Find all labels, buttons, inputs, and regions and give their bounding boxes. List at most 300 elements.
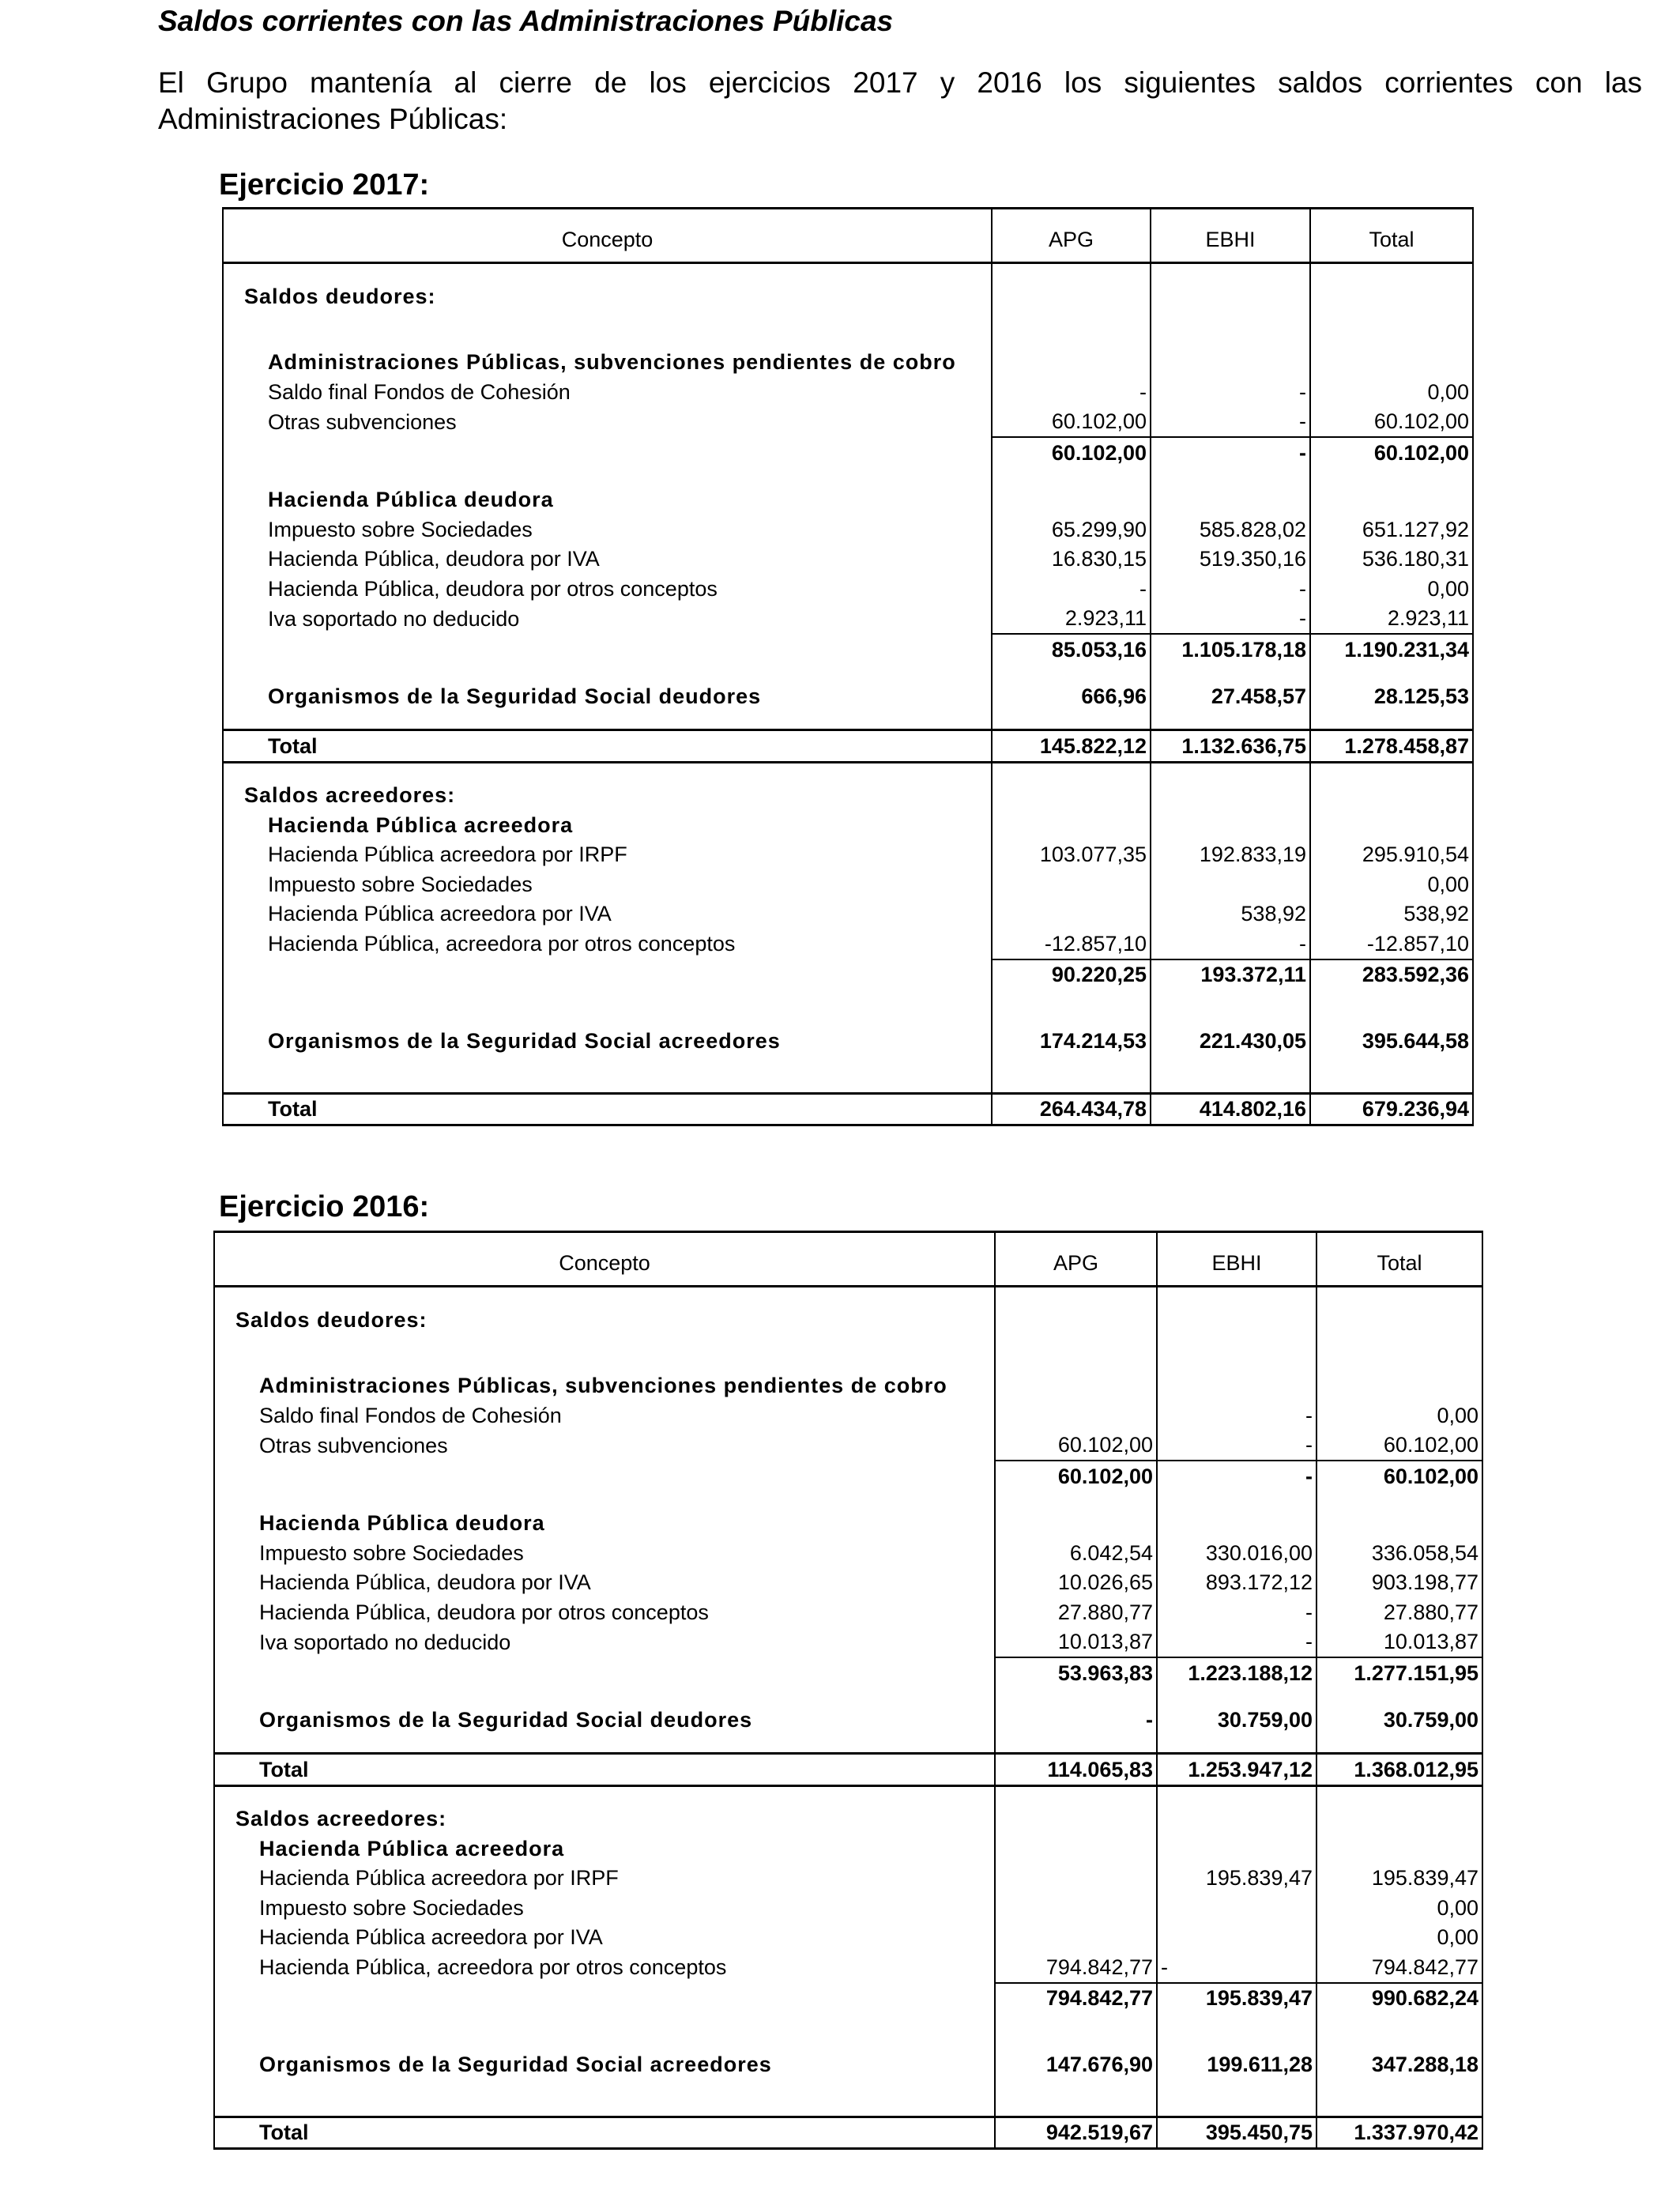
empty-cell bbox=[992, 990, 1151, 1026]
group-label: Administraciones Públicas, subvenciones pendientes de cobro bbox=[223, 348, 992, 378]
ebhi-cell: 1.132.636,75 bbox=[1151, 730, 1310, 763]
total-cell: 347.288,18 bbox=[1317, 2049, 1482, 2079]
empty-cell bbox=[223, 1056, 992, 1094]
total-cell: 0,00 bbox=[1317, 1400, 1482, 1431]
total-cell: 195.839,47 bbox=[1317, 1864, 1482, 1894]
section-row bbox=[223, 281, 1473, 311]
apg-cell: - bbox=[992, 377, 1151, 407]
table-2016-title: Ejercicio 2016: bbox=[219, 1190, 430, 1223]
concepto-cell: Hacienda Pública acreedora por IVA bbox=[214, 1923, 995, 1953]
empty-cell bbox=[1157, 1305, 1317, 1335]
empty-cell bbox=[1317, 1491, 1482, 1509]
ebhi-cell: - bbox=[1157, 1597, 1317, 1627]
empty-cell bbox=[1151, 762, 1310, 781]
spacer-row bbox=[223, 263, 1473, 282]
group-total-row bbox=[223, 1026, 1473, 1056]
empty-cell bbox=[995, 1305, 1157, 1335]
spacer-row bbox=[214, 1785, 1482, 1804]
empty-cell bbox=[214, 1335, 995, 1371]
section-row bbox=[223, 781, 1473, 811]
spacer-row bbox=[223, 762, 1473, 781]
concepto-cell: Organismos de la Seguridad Social deudores bbox=[223, 682, 992, 712]
total-cell: 538,92 bbox=[1310, 899, 1473, 929]
empty-cell bbox=[1151, 781, 1310, 811]
empty-cell bbox=[1157, 1804, 1317, 1834]
spacer-row bbox=[223, 311, 1473, 348]
empty-cell bbox=[995, 1371, 1157, 1401]
concepto-cell: Impuesto sobre Sociedades bbox=[223, 869, 992, 899]
total-cell: 0,00 bbox=[1310, 377, 1473, 407]
total-cell: 1.278.458,87 bbox=[1310, 730, 1473, 763]
concepto-cell: Organismos de la Seguridad Social acreedores bbox=[223, 1026, 992, 1056]
spacer-row bbox=[214, 1735, 1482, 1754]
total-cell: 295.910,54 bbox=[1310, 840, 1473, 870]
empty-cell bbox=[1151, 485, 1310, 515]
apg-cell: - bbox=[992, 574, 1151, 604]
empty-cell bbox=[223, 990, 992, 1026]
total-cell: 28.125,53 bbox=[1310, 682, 1473, 712]
apg-cell: 10.013,87 bbox=[995, 1627, 1157, 1658]
group-row bbox=[223, 810, 1473, 840]
section-heading: Saldos corrientes con las Administraciones Públicas bbox=[158, 5, 894, 37]
empty-cell bbox=[992, 665, 1151, 682]
empty-cell bbox=[214, 1491, 995, 1509]
column-header-total: Total bbox=[1317, 1232, 1482, 1287]
empty-cell bbox=[992, 1056, 1151, 1094]
empty-cell bbox=[1317, 1287, 1482, 1306]
empty-cell bbox=[1317, 1785, 1482, 1804]
spacer-row bbox=[214, 1335, 1482, 1371]
item-row bbox=[223, 574, 1473, 604]
group-label: Hacienda Pública acreedora bbox=[223, 810, 992, 840]
section-row bbox=[214, 1305, 1482, 1335]
ebhi-cell: - bbox=[1151, 929, 1310, 959]
group-label: Hacienda Pública deudora bbox=[223, 485, 992, 515]
total-cell: 60.102,00 bbox=[1317, 1461, 1482, 1491]
ebhi-cell: 519.350,16 bbox=[1151, 545, 1310, 575]
concepto-cell: Hacienda Pública, acreedora por otros conceptos bbox=[223, 929, 992, 959]
total-cell: 1.190.231,34 bbox=[1310, 634, 1473, 665]
empty-cell bbox=[214, 2079, 995, 2117]
section-label: Saldos deudores: bbox=[223, 281, 992, 311]
empty-cell bbox=[992, 348, 1151, 378]
apg-cell bbox=[995, 1923, 1157, 1953]
empty-cell bbox=[995, 1785, 1157, 1804]
subtotal-row bbox=[214, 1461, 1482, 1491]
apg-cell: 794.842,77 bbox=[995, 1952, 1157, 1983]
empty-cell bbox=[1157, 1509, 1317, 1539]
group-total-row bbox=[223, 682, 1473, 712]
apg-cell: 2.923,11 bbox=[992, 604, 1151, 635]
empty-cell bbox=[995, 1491, 1157, 1509]
ebhi-cell: 30.759,00 bbox=[1157, 1706, 1317, 1736]
empty-cell bbox=[1310, 263, 1473, 282]
empty-cell bbox=[1317, 2013, 1482, 2049]
apg-cell: 60.102,00 bbox=[995, 1461, 1157, 1491]
ebhi-cell: 199.611,28 bbox=[1157, 2049, 1317, 2079]
empty-cell bbox=[1317, 1509, 1482, 1539]
empty-cell bbox=[223, 263, 992, 282]
empty-cell bbox=[1317, 1804, 1482, 1834]
ebhi-cell: - bbox=[1157, 1431, 1317, 1461]
empty-cell bbox=[1310, 781, 1473, 811]
empty-cell bbox=[1317, 1335, 1482, 1371]
concepto-cell: Total bbox=[214, 1754, 995, 1786]
empty-cell bbox=[214, 2013, 995, 2049]
balances-table-2017 bbox=[222, 207, 1474, 1126]
empty-cell bbox=[1151, 1056, 1310, 1094]
concepto-cell: Hacienda Pública acreedora por IRPF bbox=[214, 1864, 995, 1894]
apg-cell bbox=[995, 1893, 1157, 1923]
concepto-cell: Hacienda Pública, deudora por otros conceptos bbox=[214, 1597, 995, 1627]
concepto-cell: Total bbox=[223, 730, 992, 763]
concepto-cell: Total bbox=[214, 2117, 995, 2149]
empty-cell bbox=[223, 665, 992, 682]
section-label: Saldos acreedores: bbox=[214, 1804, 995, 1834]
empty-cell bbox=[1157, 1335, 1317, 1371]
group-row bbox=[223, 348, 1473, 378]
total-cell: 60.102,00 bbox=[1317, 1431, 1482, 1461]
total-cell: 794.842,77 bbox=[1317, 1952, 1482, 1983]
concepto-cell bbox=[214, 1657, 995, 1688]
column-header-concepto: Concepto bbox=[223, 209, 992, 263]
ebhi-cell: 27.458,57 bbox=[1151, 682, 1310, 712]
total-cell: 0,00 bbox=[1317, 1923, 1482, 1953]
concepto-cell: Organismos de la Seguridad Social acreedores bbox=[214, 2049, 995, 2079]
section-row bbox=[214, 1804, 1482, 1834]
empty-cell bbox=[1151, 468, 1310, 485]
empty-cell bbox=[992, 281, 1151, 311]
total-cell: 0,00 bbox=[1310, 574, 1473, 604]
group-total-row bbox=[214, 2049, 1482, 2079]
item-row bbox=[214, 1923, 1482, 1953]
empty-cell bbox=[1310, 348, 1473, 378]
group-label: Hacienda Pública acreedora bbox=[214, 1834, 995, 1864]
empty-cell bbox=[995, 2013, 1157, 2049]
empty-cell bbox=[223, 762, 992, 781]
item-row bbox=[223, 869, 1473, 899]
subtotal-row bbox=[223, 959, 1473, 990]
concepto-cell: Hacienda Pública, deudora por otros conceptos bbox=[223, 574, 992, 604]
concepto-cell: Impuesto sobre Sociedades bbox=[214, 1893, 995, 1923]
empty-cell bbox=[992, 810, 1151, 840]
empty-cell bbox=[1157, 1491, 1317, 1509]
empty-cell bbox=[995, 1804, 1157, 1834]
concepto-cell bbox=[214, 1461, 995, 1491]
empty-cell bbox=[1310, 485, 1473, 515]
total-cell: 283.592,36 bbox=[1310, 959, 1473, 990]
concepto-cell: Hacienda Pública acreedora por IRPF bbox=[223, 840, 992, 870]
ebhi-cell: 221.430,05 bbox=[1151, 1026, 1310, 1056]
ebhi-cell: 1.223.188,12 bbox=[1157, 1657, 1317, 1688]
total-cell: 336.058,54 bbox=[1317, 1538, 1482, 1568]
empty-cell bbox=[1317, 1834, 1482, 1864]
concepto-cell: Hacienda Pública, acreedora por otros conceptos bbox=[214, 1952, 995, 1983]
spacer-row bbox=[214, 2013, 1482, 2049]
spacer-row bbox=[223, 468, 1473, 485]
empty-cell bbox=[1151, 810, 1310, 840]
ebhi-cell: 538,92 bbox=[1151, 899, 1310, 929]
group-row bbox=[214, 1509, 1482, 1539]
item-row bbox=[223, 899, 1473, 929]
empty-cell bbox=[995, 1509, 1157, 1539]
apg-cell: 27.880,77 bbox=[995, 1597, 1157, 1627]
concepto-cell: Organismos de la Seguridad Social deudores bbox=[214, 1706, 995, 1736]
concepto-cell: Impuesto sobre Sociedades bbox=[214, 1538, 995, 1568]
apg-cell bbox=[992, 899, 1151, 929]
subtotal-row bbox=[223, 634, 1473, 665]
empty-cell bbox=[1310, 711, 1473, 730]
concepto-cell: Hacienda Pública, deudora por IVA bbox=[214, 1568, 995, 1598]
total-cell: 60.102,00 bbox=[1310, 407, 1473, 438]
apg-cell: 60.102,00 bbox=[992, 437, 1151, 468]
empty-cell bbox=[995, 1688, 1157, 1706]
empty-cell bbox=[995, 2079, 1157, 2117]
empty-cell bbox=[1157, 1688, 1317, 1706]
concepto-cell bbox=[223, 437, 992, 468]
balances-table-2016 bbox=[213, 1231, 1483, 2150]
empty-cell bbox=[1157, 1735, 1317, 1754]
item-row bbox=[214, 1597, 1482, 1627]
apg-cell: - bbox=[995, 1706, 1157, 1736]
empty-cell bbox=[214, 1287, 995, 1306]
section-label: Saldos acreedores: bbox=[223, 781, 992, 811]
total-cell: 1.337.970,42 bbox=[1317, 2117, 1482, 2149]
empty-cell bbox=[1151, 311, 1310, 348]
group-label: Administraciones Públicas, subvenciones pendientes de cobro bbox=[214, 1371, 995, 1401]
empty-cell bbox=[1310, 762, 1473, 781]
intro-paragraph: El Grupo mantenía al cierre de los ejercicios 2017 y 2016 los siguientes saldos corrientes con las Administraciones Públicas: bbox=[158, 66, 1642, 135]
total-cell: 651.127,92 bbox=[1310, 515, 1473, 545]
total-cell: 1.368.012,95 bbox=[1317, 1754, 1482, 1786]
empty-cell bbox=[992, 468, 1151, 485]
ebhi-cell: 893.172,12 bbox=[1157, 1568, 1317, 1598]
empty-cell bbox=[1310, 990, 1473, 1026]
spacer-row bbox=[214, 1688, 1482, 1706]
subtotal-row bbox=[214, 1657, 1482, 1688]
item-row bbox=[214, 1568, 1482, 1598]
apg-cell: 16.830,15 bbox=[992, 545, 1151, 575]
empty-cell bbox=[1157, 2079, 1317, 2117]
concepto-cell bbox=[223, 959, 992, 990]
ebhi-cell: - bbox=[1151, 377, 1310, 407]
spacer-row bbox=[223, 711, 1473, 730]
empty-cell bbox=[995, 1335, 1157, 1371]
total-cell: 2.923,11 bbox=[1310, 604, 1473, 635]
empty-cell bbox=[992, 311, 1151, 348]
ebhi-cell bbox=[1157, 1923, 1317, 1953]
item-row bbox=[223, 604, 1473, 635]
item-row bbox=[214, 1400, 1482, 1431]
item-row bbox=[223, 515, 1473, 545]
apg-cell: 85.053,16 bbox=[992, 634, 1151, 665]
apg-cell: 65.299,90 bbox=[992, 515, 1151, 545]
group-row bbox=[223, 485, 1473, 515]
item-row bbox=[214, 1431, 1482, 1461]
ebhi-cell: - bbox=[1157, 1627, 1317, 1658]
empty-cell bbox=[1157, 1287, 1317, 1306]
empty-cell bbox=[223, 468, 992, 485]
empty-cell bbox=[995, 1834, 1157, 1864]
group-total-row bbox=[214, 1706, 1482, 1736]
section-label: Saldos deudores: bbox=[214, 1305, 995, 1335]
empty-cell bbox=[214, 1785, 995, 1804]
empty-cell bbox=[1157, 1371, 1317, 1401]
empty-cell bbox=[1317, 1305, 1482, 1335]
ebhi-cell: - bbox=[1157, 1461, 1317, 1491]
ebhi-cell: 330.016,00 bbox=[1157, 1538, 1317, 1568]
item-row bbox=[223, 929, 1473, 959]
group-label: Hacienda Pública deudora bbox=[214, 1509, 995, 1539]
column-header-concepto: Concepto bbox=[214, 1232, 995, 1287]
ebhi-cell: - bbox=[1157, 1400, 1317, 1431]
column-header-ebhi: EBHI bbox=[1151, 209, 1310, 263]
empty-cell bbox=[992, 762, 1151, 781]
group-row bbox=[214, 1371, 1482, 1401]
empty-cell bbox=[992, 711, 1151, 730]
apg-cell: 60.102,00 bbox=[995, 1431, 1157, 1461]
ebhi-cell: 195.839,47 bbox=[1157, 1864, 1317, 1894]
total-cell: 30.759,00 bbox=[1317, 1706, 1482, 1736]
item-row bbox=[223, 377, 1473, 407]
spacer-row bbox=[214, 1491, 1482, 1509]
total-cell: 0,00 bbox=[1310, 869, 1473, 899]
concepto-cell: Total bbox=[223, 1093, 992, 1125]
column-header-ebhi: EBHI bbox=[1157, 1232, 1317, 1287]
ebhi-cell: - bbox=[1151, 437, 1310, 468]
concepto-cell: Otras subvenciones bbox=[214, 1431, 995, 1461]
item-row bbox=[223, 407, 1473, 438]
group-row bbox=[214, 1834, 1482, 1864]
apg-cell: 147.676,90 bbox=[995, 2049, 1157, 2079]
ebhi-cell: 395.450,75 bbox=[1157, 2117, 1317, 2149]
ebhi-cell: 1.105.178,18 bbox=[1151, 634, 1310, 665]
subtotal-row bbox=[223, 437, 1473, 468]
concepto-cell bbox=[214, 1983, 995, 2014]
empty-cell bbox=[214, 1735, 995, 1754]
spacer-row bbox=[223, 665, 1473, 682]
item-row bbox=[223, 840, 1473, 870]
spacer-row bbox=[223, 990, 1473, 1026]
empty-cell bbox=[1317, 1735, 1482, 1754]
item-row bbox=[214, 1538, 1482, 1568]
table-2017-title: Ejercicio 2017: bbox=[219, 168, 430, 202]
empty-cell bbox=[1151, 348, 1310, 378]
total-cell: 536.180,31 bbox=[1310, 545, 1473, 575]
total-row bbox=[214, 1754, 1482, 1786]
empty-cell bbox=[1310, 281, 1473, 311]
ebhi-cell: - bbox=[1151, 407, 1310, 438]
empty-cell bbox=[1151, 665, 1310, 682]
empty-cell bbox=[223, 711, 992, 730]
total-row bbox=[223, 730, 1473, 763]
ebhi-cell: 193.372,11 bbox=[1151, 959, 1310, 990]
ebhi-cell: - bbox=[1157, 1952, 1317, 1983]
apg-cell: 103.077,35 bbox=[992, 840, 1151, 870]
spacer-row bbox=[223, 1056, 1473, 1094]
concepto-cell bbox=[223, 634, 992, 665]
concepto-cell: Saldo final Fondos de Cohesión bbox=[214, 1400, 995, 1431]
concepto-cell: Hacienda Pública acreedora por IVA bbox=[223, 899, 992, 929]
total-cell: 10.013,87 bbox=[1317, 1627, 1482, 1658]
apg-cell: 6.042,54 bbox=[995, 1538, 1157, 1568]
ebhi-cell: - bbox=[1151, 604, 1310, 635]
concepto-cell: Otras subvenciones bbox=[223, 407, 992, 438]
spacer-row bbox=[214, 2079, 1482, 2117]
total-cell: 60.102,00 bbox=[1310, 437, 1473, 468]
empty-cell bbox=[992, 263, 1151, 282]
empty-cell bbox=[995, 1735, 1157, 1754]
total-cell: 679.236,94 bbox=[1310, 1093, 1473, 1125]
total-cell: -12.857,10 bbox=[1310, 929, 1473, 959]
total-row bbox=[223, 1093, 1473, 1125]
ebhi-cell: 192.833,19 bbox=[1151, 840, 1310, 870]
empty-cell bbox=[1151, 711, 1310, 730]
concepto-cell: Iva soportado no deducido bbox=[223, 604, 992, 635]
spacer-row bbox=[214, 1287, 1482, 1306]
empty-cell bbox=[992, 781, 1151, 811]
item-row bbox=[223, 545, 1473, 575]
empty-cell bbox=[1310, 810, 1473, 840]
column-header-total: Total bbox=[1310, 209, 1473, 263]
empty-cell bbox=[995, 1287, 1157, 1306]
ebhi-cell bbox=[1151, 869, 1310, 899]
empty-cell bbox=[1317, 1371, 1482, 1401]
apg-cell: 145.822,12 bbox=[992, 730, 1151, 763]
empty-cell bbox=[223, 311, 992, 348]
empty-cell bbox=[1157, 1785, 1317, 1804]
empty-cell bbox=[1157, 2013, 1317, 2049]
ebhi-cell: 414.802,16 bbox=[1151, 1093, 1310, 1125]
item-row bbox=[214, 1627, 1482, 1658]
item-row bbox=[214, 1864, 1482, 1894]
apg-cell: 53.963,83 bbox=[995, 1657, 1157, 1688]
concepto-cell: Impuesto sobre Sociedades bbox=[223, 515, 992, 545]
concepto-cell: Hacienda Pública, deudora por IVA bbox=[223, 545, 992, 575]
ebhi-cell: - bbox=[1151, 574, 1310, 604]
concepto-cell: Iva soportado no deducido bbox=[214, 1627, 995, 1658]
total-cell: 395.644,58 bbox=[1310, 1026, 1473, 1056]
apg-cell: 794.842,77 bbox=[995, 1983, 1157, 2014]
column-header-apg: APG bbox=[992, 209, 1151, 263]
empty-cell bbox=[1151, 281, 1310, 311]
item-row bbox=[214, 1952, 1482, 1983]
apg-cell: 90.220,25 bbox=[992, 959, 1151, 990]
empty-cell bbox=[992, 485, 1151, 515]
ebhi-cell bbox=[1157, 1893, 1317, 1923]
empty-cell bbox=[1317, 2079, 1482, 2117]
empty-cell bbox=[1310, 1056, 1473, 1094]
empty-cell bbox=[1310, 311, 1473, 348]
apg-cell: 264.434,78 bbox=[992, 1093, 1151, 1125]
apg-cell: 10.026,65 bbox=[995, 1568, 1157, 1598]
apg-cell: 60.102,00 bbox=[992, 407, 1151, 438]
ebhi-cell: 195.839,47 bbox=[1157, 1983, 1317, 2014]
apg-cell: -12.857,10 bbox=[992, 929, 1151, 959]
empty-cell bbox=[1310, 665, 1473, 682]
apg-cell: 666,96 bbox=[992, 682, 1151, 712]
empty-cell bbox=[1151, 263, 1310, 282]
total-cell: 990.682,24 bbox=[1317, 1983, 1482, 2014]
column-header-apg: APG bbox=[995, 1232, 1157, 1287]
ebhi-cell: 1.253.947,12 bbox=[1157, 1754, 1317, 1786]
total-cell: 1.277.151,95 bbox=[1317, 1657, 1482, 1688]
empty-cell bbox=[1317, 1688, 1482, 1706]
concepto-cell: Saldo final Fondos de Cohesión bbox=[223, 377, 992, 407]
empty-cell bbox=[1157, 1834, 1317, 1864]
item-row bbox=[214, 1893, 1482, 1923]
empty-cell bbox=[214, 1688, 995, 1706]
